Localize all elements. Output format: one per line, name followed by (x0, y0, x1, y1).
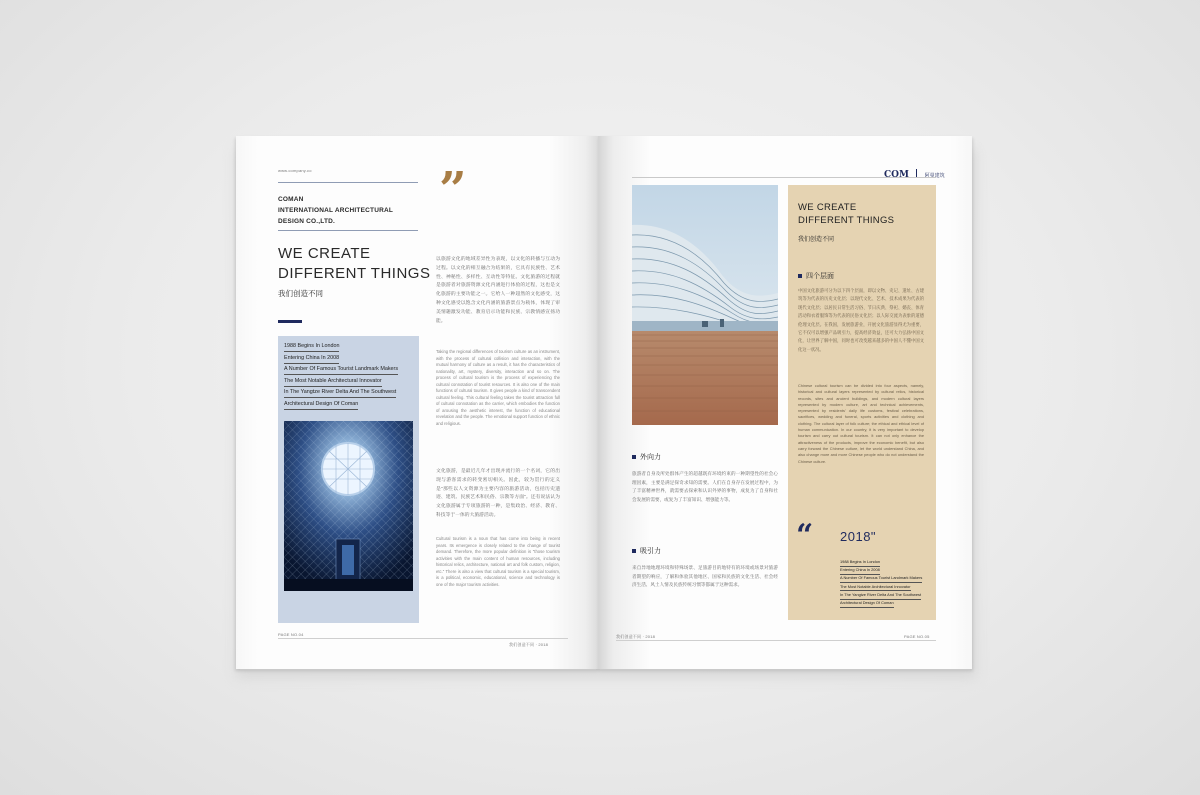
en-paragraph-2: Cultural tourism is a noun that has come into being in recent years. Its emergence is closely related to the change of tourist demand. Therefore, the more popular definition is "those tourism activities with the main content of human resources, including historical relics, architecture, national art and folk custom, religion, etc." There is also a view that cultural tourism is a special tourism, is a political, economic, educational, science and technology is one of the major tourism activities. (436, 536, 560, 587)
company-rule (278, 230, 418, 231)
list-item: Architectural Design Of Coman (284, 400, 358, 410)
panel-title: WE CREATE DIFFERENT THINGS (798, 202, 895, 226)
square-bullet-icon (632, 549, 636, 553)
building-photo (632, 185, 778, 425)
year-label: 2018" (840, 529, 877, 544)
list-item: Entering China In 2008 (840, 567, 880, 575)
list-item: In The Yangtze River Delta And The Southwest (840, 592, 921, 600)
section-heading-attraction: 吸引力 (632, 546, 661, 556)
en-paragraph-1: Taking the regional differences of tourism culture as an instrument, with the process of cultural collision and interaction, with the mutual harmony of culture as a result, it has the characteristics of nationality, art, mystery, diversity, interaction and so on. The process of cultural tourism is the process of experiencing the cultural connotation of tourist resources. It is also one of the main functions of cultural tourism. It gives people a kind of transcendent cultural feeling. This cultural feeling takes the tourist attraction full of cultural connotation as the carrier, which embodies the function of arousing the aesthetic interest, the function of educational revelation and the people. The emotional support function of ethnic and religious. (436, 349, 560, 426)
page-title: WE CREATE DIFFERENT THINGS (278, 245, 431, 282)
panel-subtitle-cn: 我们创造不同 (798, 237, 835, 243)
footer-caption: 我们创造不同 · 2018 (509, 642, 549, 647)
outward-cn: 旅游者自身及所处群体产生的超越既有环境约束的一种期望性的社会心理因素，主要是满足探奇求知的需要。人们在自身存在发展过程中，为了丰富精神世界，就需要去探索和认识外界的事物，成复为了自身和社会发展的需要，或复为了丰富知识、增强能力等。 (632, 471, 778, 502)
top-rule (278, 182, 418, 183)
feature-panel (788, 185, 936, 620)
milestone-list (284, 342, 398, 412)
attraction-cn: 来自异地地理环境和特殊场景、足旅游目的地特有的环境或场景对旅游者期望的响应，了解和体验其他地区、国家和民族的文化生活、社会经济生活、风土人情及民族传统习惯等都属于这种需求。 (632, 565, 778, 588)
company-name: COMAN INTERNATIONAL ARCHITECTURAL DESIGN CO.,LTD. (278, 196, 394, 225)
milestone-list-small (840, 559, 922, 608)
list-item: In The Yangtze River Delta And The Southwest (284, 388, 396, 398)
list-item: Entering China In 2008 (284, 354, 339, 364)
brand-logo (884, 164, 945, 182)
list-item: 1988 Begins In London (284, 342, 339, 352)
four-aspects-cn: 中国文化旅游可分为以下四个层面，即以文物、史记、遗址、古建筑等为代表的历史文化层；以现代文化、艺术、技术成果为代表的现代文化层；以居民日常生活习俗、节日庆典、祭祀、婚丧、体育活动和衣着服饰等为代表的民俗文化层；以人际交流为表象的道德伦理文化层。在我国，发展旅游业，开展文化旅游显得尤为重要，它不仅可以增强产品吸引力，提高经济效益，还可大力弘扬中国文化，让世界了解中国，同时也可改变越来越多的中国人不懂中国文化这一状况。 (798, 288, 924, 352)
footer-caption: 我们创造不同 · 2018 (616, 634, 656, 639)
accent-bar (278, 320, 302, 323)
right-page (598, 136, 972, 669)
cn-paragraph-2: 文化旅游，是最近几年才出现并流行的一个名词，它的出现与游客需求的转变密切相关。因此，较为贯行的定义是“那些以人文资源为主要内容的旅游活动，包括历史遗迹、建筑、民族艺术和民俗、宗教等方面”。还有说法认为文化旅游属于专项旅游的一种，是集政治、经济、教育、科技等于一体的大旅游活动。 (436, 469, 560, 518)
page-subtitle-cn: 我们创造不同 (278, 289, 323, 298)
list-item: The Most Notable Architectural Innovator (840, 584, 911, 592)
square-bullet-icon (632, 455, 636, 459)
footer-rule (616, 640, 936, 641)
website-url: www.company.co (278, 168, 312, 173)
cn-paragraph-1: 以旅游文化的地域差异性为表现，以文化的转播与互动为过程。以文化的相互融合为结果的，它具有民族性、艺术性、神秘性、多样性、互动性等特征。文化旅游的过程就是旅游者对旅游资源文化内涵进行体验的过程，这也是文化旅游的主要功能之一。它给人一种超然的文化感受，这种文化感受以饱含文化内涵的旅游景点为载体，体现了审美情趣激发功能、教育启示功能和民族、宗教情感宣扬功能。 (436, 257, 560, 324)
section-heading-four: 四个层面 (798, 271, 834, 281)
list-item: A Number Of Famous Tourist Landmark Makers (840, 575, 922, 583)
page-number: PAGE NO.05 (904, 634, 930, 639)
logo-text: COM (884, 170, 909, 180)
square-bullet-icon (798, 274, 802, 278)
header-rule (632, 177, 936, 178)
list-item: 1988 Begins In London (840, 559, 880, 567)
left-page (236, 136, 600, 669)
logo-divider (916, 169, 917, 177)
logo-cn: 阿曼建筑 (924, 173, 945, 179)
list-item: A Number Of Famous Tourist Landmark Makers (284, 365, 398, 375)
quote-icon: ” (439, 162, 467, 218)
footer-rule (278, 638, 568, 639)
four-aspects-en: Chinese cultural tourism can be divided into four aspects, namely, historical and cultural layers represented by cultural relics, historical records, sites and ancient buildings, and modern cultural layers represented by modern culture, art and technical achievements, represented by residents' daily life customs, festival celebrations, sacrifices, wedding and funeral, sports activities and clothing and clothing. The cultural layer of folk culture; the ethical and ethical level of human communication. In our country, it is very important to develop tourism and carry out cultural tourism. It can not only enhance the attractiveness of the products, improve the economic benefit, but also carry forward the Chinese culture, let the world understand China, and also change more and more Chinese people who do not understand the Chinese culture. (798, 383, 924, 464)
section-heading-outward: 外向力 (632, 452, 661, 462)
list-item: The Most Notable Architectural Innovator (284, 377, 382, 387)
page-number: PAGE NO.04 (278, 632, 304, 637)
dome-photo (284, 421, 413, 591)
info-panel (278, 336, 419, 623)
quote-icon: “ (796, 518, 814, 553)
list-item: Architectural Design Of Coman (840, 600, 894, 608)
